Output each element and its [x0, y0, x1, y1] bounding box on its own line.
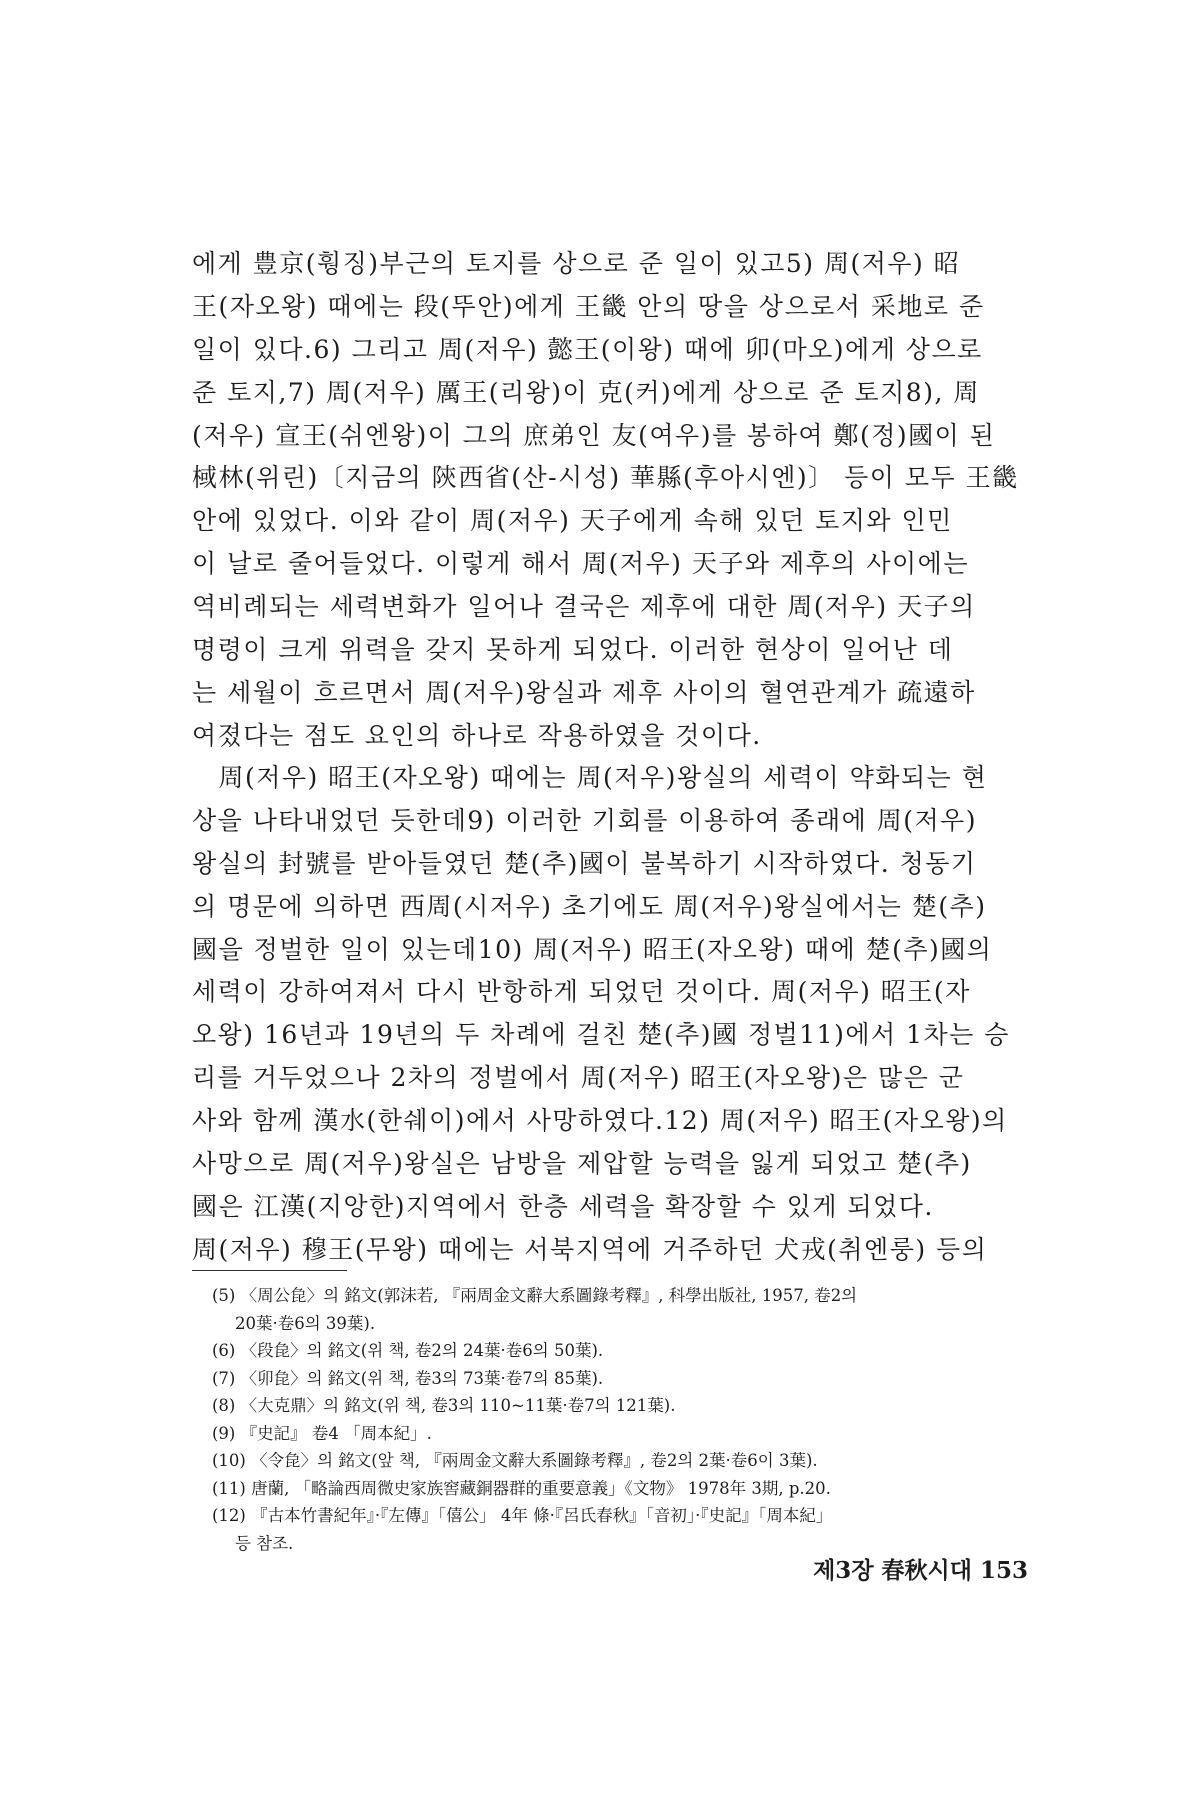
footnote-9: (9) 『史記』 卷4 「周本紀」. — [212, 1423, 432, 1443]
footnote-6: (6) 〈段㲋〉의 銘文(위 책, 卷2의 24葉·卷6의 50葉). — [212, 1341, 604, 1360]
text-line: 상을 나타내었던 듯한데9) 이러한 기회를 이용하여 종래에 周(저우) — [192, 805, 978, 835]
text-line: 이 날로 줄어들었다. 이렇게 해서 周(저우) 天子와 제후의 사이에는 — [192, 549, 969, 579]
text-line: 리를 거두었으나 2차의 정벌에서 周(저우) 昭王(자오왕)은 많은 군 — [192, 1063, 965, 1093]
text-line: 세력이 강하여져서 다시 반항하게 되었던 것이다. 周(저우) 昭王(자 — [192, 977, 971, 1007]
text-line: 周(저우) 穆王(무왕) 때에는 서북지역에 거주하던 犬戎(취엔룽) 등의 — [192, 1234, 988, 1264]
footnote-divider — [192, 1270, 347, 1271]
text-line: 王(자오왕) 때에는 段(뚜안)에게 王畿 안의 땅을 상으로서 采地로 준 — [192, 291, 985, 321]
footnote-5: (5) 〈周公㲋〉의 銘文(郭沫若, 『兩周金文辭大系圖錄考釋』, 科學出版社, 1957, 卷2의 — [212, 1286, 858, 1305]
text-line: 棫林(위린)〔지금의 陝西省(산-시성) 華縣(후아시엔)〕 등이 모두 王畿 — [192, 463, 1019, 493]
footnote-11: (11) 唐蘭, 「略論西周微史家族窖藏銅器群的重要意義」《文物》 1978年 3期, p.20. — [212, 1478, 831, 1498]
text-line: 國을 정벌한 일이 있는데10) 周(저우) 昭王(자오왕) 때에 楚(추)國의 — [192, 934, 993, 964]
text-line: 에게 豊京(훵징)부근의 토지를 상으로 준 일이 있고5) 周(저우) 昭 — [192, 249, 961, 278]
footnote-12: (12) 『古本竹書紀年』·『左傳』「僖公」 4年 條·『呂氏春秋』「音初」·『史記』「周本紀」 — [212, 1506, 833, 1525]
body-paragraph-1 — [192, 243, 1027, 758]
text-line: (저우) 宣王(쉬엔왕)이 그의 庶弟인 友(여우)를 봉하여 鄭(정)國이 된 — [192, 420, 996, 450]
text-line: 의 명문에 의하면 西周(시저우) 초기에도 周(저우)왕실에서는 楚(추) — [192, 891, 987, 921]
running-footer: 제3장 春秋시대 153 — [813, 1557, 1028, 1584]
text-line: 여졌다는 점도 요인의 하나로 작용하였을 것이다. — [192, 720, 762, 750]
text-line: 오왕) 16년과 19년의 두 차례에 걸친 楚(추)國 정벌11)에서 1차는 승 — [192, 1020, 1010, 1050]
footnote-10: (10) 〈令㲋〉의 銘文(앞 책, 『兩周金文辭大系圖錄考釋』, 卷2의 2葉·卷6이 3葉). — [212, 1451, 818, 1470]
footnote-5-continued: 20葉·卷6의 39葉). — [235, 1313, 376, 1333]
text-line: 준 토지,7) 周(저우) 厲王(리왕)이 克(커)에게 상으로 준 토지8), 周 — [192, 377, 980, 407]
footnote-12-continued: 등 참조. — [235, 1533, 294, 1553]
text-line: 왕실의 封號를 받아들였던 楚(추)國이 불복하기 시작하였다. 청동기 — [192, 848, 977, 878]
text-line: 는 세월이 흐르면서 周(저우)왕실과 제후 사이의 혈연관계가 疏遠하 — [192, 677, 976, 707]
text-line: 일이 있다.6) 그리고 周(저우) 懿王(이왕) 때에 卯(마오)에게 상으로 — [192, 334, 983, 364]
footnote-8: (8) 〈大克鼎〉의 銘文(위 책, 卷3의 110~11葉·卷7의 121葉). — [212, 1396, 676, 1415]
text-line: 명령이 크게 위력을 갖지 못하게 되었다. 이러한 현상이 일어난 데 — [192, 635, 954, 665]
text-line: 사망으로 周(저우)왕실은 남방을 제압할 능력을 잃게 되었고 楚(추) — [192, 1149, 972, 1179]
text-line: 역비례되는 세력변화가 일어나 결국은 제후에 대한 周(저우) 天子의 — [192, 592, 976, 622]
text-line: 안에 있었다. 이와 같이 周(저우) 天子에게 속해 있던 토지와 인민 — [192, 506, 953, 536]
body-paragraph-2 — [192, 757, 1027, 1272]
footnote-7: (7) 〈卯㲋〉의 銘文(위 책, 卷3의 73葉·卷7의 85葉). — [212, 1368, 604, 1388]
text-line: 國은 江漢(지앙한)지역에서 한층 세력을 확장할 수 있게 되었다. — [192, 1191, 934, 1221]
footnotes — [212, 1282, 1032, 1557]
text-line: 사와 함께 漢水(한쉐이)에서 사망하였다.12) 周(저우) 昭王(자오왕)의 — [192, 1106, 1008, 1136]
text-line: 周(저우) 昭王(자오왕) 때에는 周(저우)왕실의 세력이 약화되는 현 — [192, 763, 988, 792]
